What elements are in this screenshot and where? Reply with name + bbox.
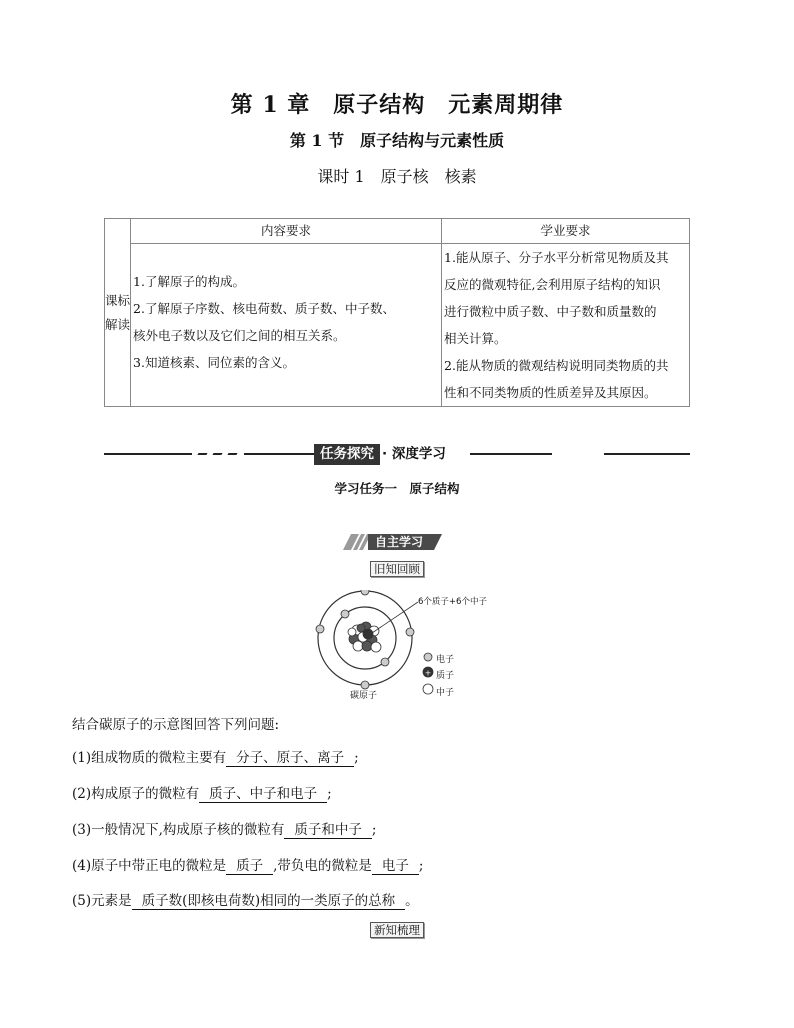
- content-item: 3.知道核素、同位素的含义。: [133, 355, 295, 370]
- academic-item: 1.能从原子、分子水平分析常见物质及其: [444, 250, 669, 265]
- content-requirements-cell: [131, 244, 442, 407]
- content-item: 1.了解原子的构成。: [133, 274, 245, 289]
- academic-item: 性和不同类物质的性质差异及其原因。: [444, 385, 657, 400]
- legend-neutron: 中子: [436, 688, 455, 698]
- answer-1: 分子、原子、离子: [226, 750, 354, 767]
- academic-requirements-header: 学业要求: [442, 219, 690, 244]
- nucleus-label: 6个质子+6个中子: [418, 597, 487, 607]
- answer-4b: 电子: [372, 858, 419, 875]
- intro-text: 结合碳原子的示意图回答下列问题:: [72, 717, 280, 733]
- banner-rule-left: [104, 453, 192, 455]
- question-2: (2)构成原子的微粒有 质子、中子和电子 ;: [72, 786, 332, 802]
- question-4: (4)原子中带正电的微粒是 质子 ,带负电的微粒是 电子 ;: [72, 858, 424, 874]
- diagram-caption: 碳原子: [350, 691, 378, 701]
- question-3: (3)一般情况下,构成原子核的微粒有 质子和中子 ;: [72, 822, 377, 838]
- academic-item: 相关计算。: [444, 331, 507, 346]
- content-item: 2.了解原子序数、核电荷数、质子数、中子数、: [133, 301, 395, 316]
- question-1: (1)组成物质的微粒主要有 分子、原子、离子 ;: [72, 750, 359, 766]
- banner-dash: [212, 453, 222, 455]
- banner-rule-mid-right: [470, 453, 552, 455]
- answer-2: 质子、中子和电子: [199, 786, 327, 803]
- content-requirements-header: 内容要求: [131, 219, 442, 244]
- banner-subtitle: · 深度学习: [382, 446, 446, 462]
- review-tag: 旧知回顾: [370, 561, 424, 577]
- section-title: 第 1 节 原子结构与元素性质: [289, 131, 505, 150]
- requirements-table: [104, 218, 690, 407]
- content-item: 核外电子数以及它们之间的相互关系。: [133, 328, 346, 343]
- question-5: (5)元素是 质子数(即核电荷数)相同的一类原子的总称 。: [72, 893, 419, 909]
- academic-requirements-cell: [442, 244, 690, 407]
- answer-4a: 质子: [226, 858, 273, 875]
- academic-item: 反应的微观特征,会利用原子结构的知识: [444, 277, 661, 292]
- academic-item: 2.能从物质的微观结构说明同类物质的共: [444, 358, 669, 373]
- banner-rule-mid-left: [244, 453, 314, 455]
- banner-dash: [227, 453, 237, 455]
- banner-rule-right: [604, 453, 690, 455]
- self-study-label: 自主学习: [368, 534, 430, 550]
- banner-dash: [197, 453, 207, 455]
- chapter-title: 第 1 章 原子结构 元素周期律: [230, 92, 564, 118]
- answer-5: 质子数(即核电荷数)相同的一类原子的总称: [132, 893, 406, 910]
- answer-3: 质子和中子: [284, 822, 372, 839]
- svg-text:+: +: [424, 668, 432, 678]
- legend-proton: 质子: [436, 671, 455, 681]
- academic-item: 进行微粒中质子数、中子数和质量数的: [444, 304, 657, 319]
- task-title: 学习任务一 原子结构: [334, 481, 460, 496]
- legend-electron: 电子: [436, 655, 455, 665]
- banner-label-box: 任务探究: [314, 444, 380, 465]
- curriculum-label: 课标 解读: [105, 219, 131, 407]
- new-knowledge-tag: 新知梳理: [370, 922, 424, 938]
- lesson-title: 课时 1 原子核 核素: [317, 167, 477, 186]
